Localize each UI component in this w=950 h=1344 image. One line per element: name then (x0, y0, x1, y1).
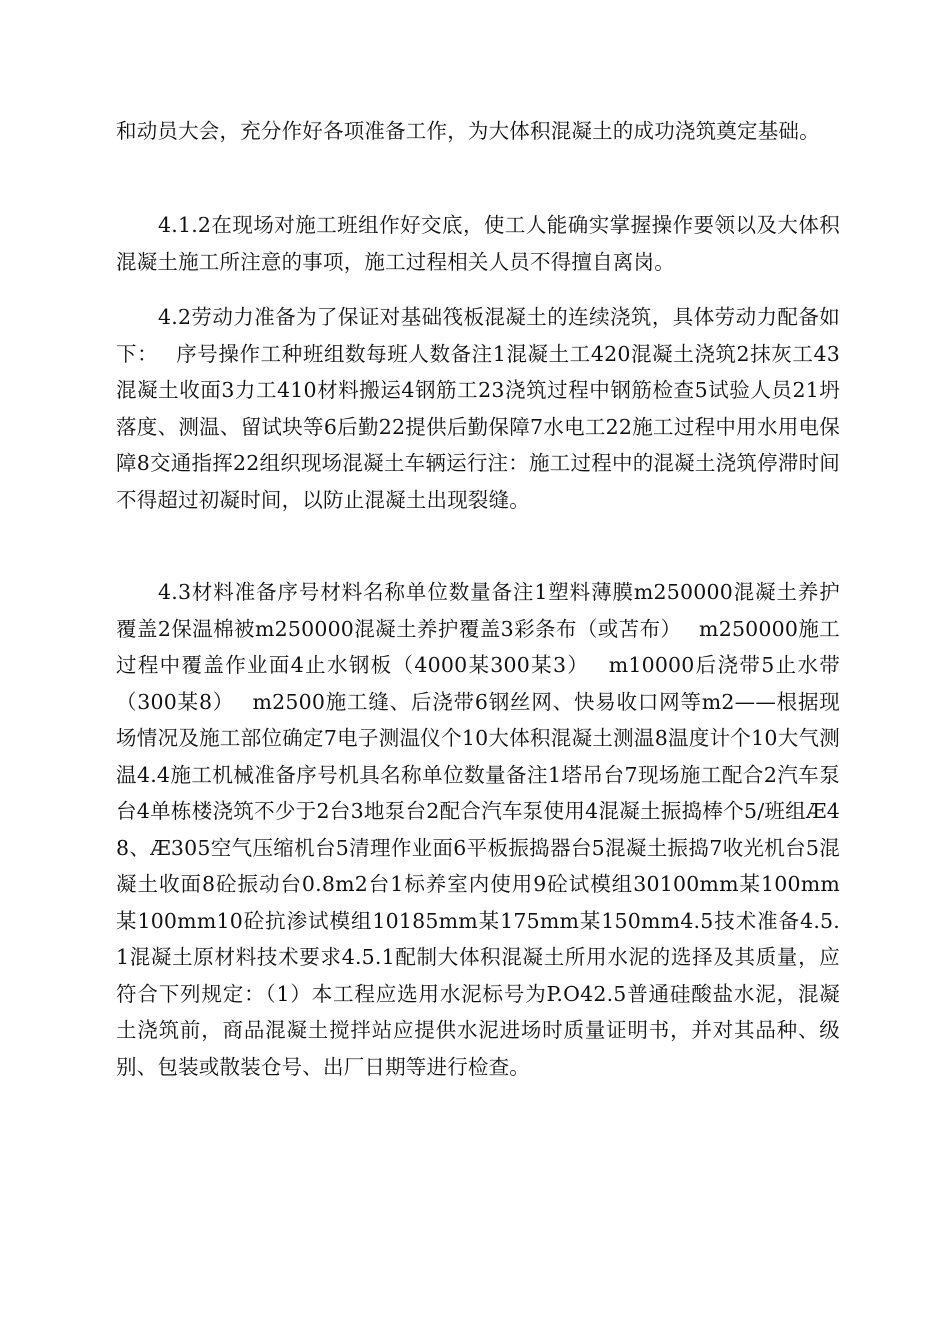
paragraph-mobilization: 和动员大会，充分作好各项准备工作，为大体积混凝土的成功浇筑奠定基础。 (116, 119, 820, 143)
paragraph-material-preparation: 4.3材料准备序号材料名称单位数量备注1塑料薄膜m250000混凝土养护覆盖2保温棉被m250000混凝土养护覆盖3彩条布（或苫布） m250000施工过程中覆盖作业面4止水钢板（4000某300某3） m10000后浇带5止水带（300某8） m2500施工缝、后浇带6钢丝网、快易收口网等m2——根据现场情况及施工部位确定7电子测温仪个10大体积混凝土测温8温度计个10大气测温4.4施工机械准备序号机具名称单位数量备注1塔吊台7现场施工配合2汽车泵台4单栋楼浇筑不少于2台3地泵台2配合汽车泵使用4混凝土振捣棒个5/班组Æ48、Æ305空气压缩机台5清理作业面6平板振捣器台5混凝土振捣7收光机台5混凝土收面8砼振动台0.8m2台1标养室内使用9砼试模组30100mm某100mm某100mm10砼抗渗试模组10185mm某175mm某150mm4.5技术准备4.5.1混凝土原材料技术要求4.5.1配制大体积混凝土所用水泥的选择及其质量，应符合下列规定：（1）本工程应选用水泥标号为P.O42.5普通硅酸盐水泥，混凝土浇筑前，商品混凝土搅拌站应提供水泥进场时质量证明书，并对其品种、级别、包装或散装仓号、出厂日期等进行检查。 (116, 580, 840, 1079)
paragraph-briefing: 4.1.2在现场对施工班组作好交底，使工人能确实掌握操作要领以及大体积混凝土施工所注意的事项，施工过程相关人员不得擅自离岗。 (116, 213, 840, 274)
paragraph-labor-preparation: 4.2劳动力准备为了保证对基础筏板混凝土的连续浇筑，具体劳动力配备如下： 序号操作工种班组数每班人数备注1混凝土工420混凝土浇筑2抹灰工43混凝土收面3力工410材料搬运4钢筋工23浇筑过程中钢筋检查5试验人员21坍落度、测温、留试块等6后勤22提供后勤保障7水电工22施工过程中用水用电保障8交通指挥22组织现场混凝土车辆运行注：施工过程中的混凝土浇筑停滞时间不得超过初凝时间，以防止混凝土出现裂缝。 (116, 305, 840, 512)
